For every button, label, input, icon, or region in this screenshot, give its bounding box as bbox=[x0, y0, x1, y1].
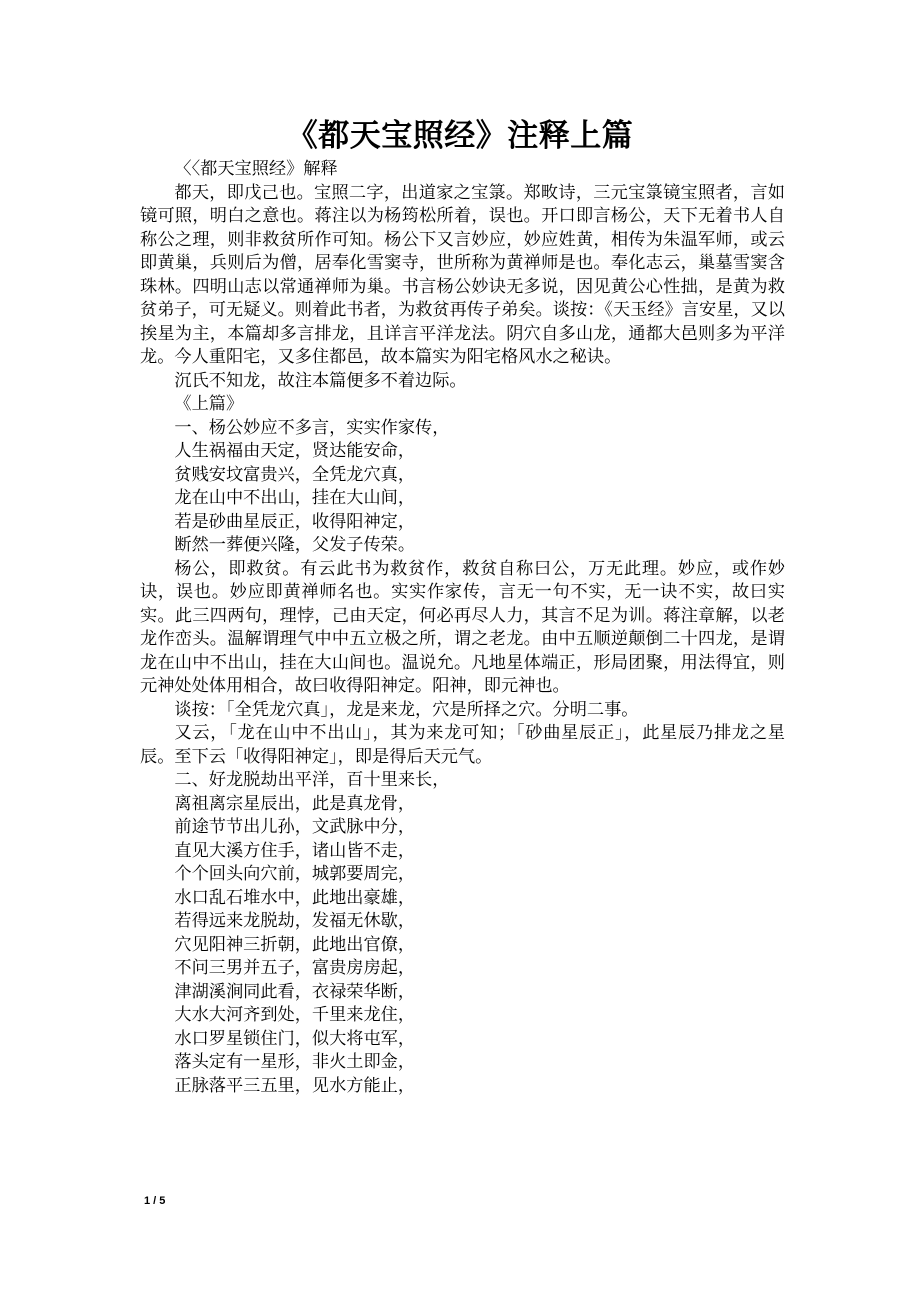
section-heading: 《上篇》 bbox=[174, 394, 244, 414]
verse-line: 落头定有一星形，非火土即金， bbox=[174, 1052, 416, 1072]
verse-line: 水口乱石堆水中，此地出豪雄， bbox=[174, 887, 416, 908]
verse-line: 前途节节出儿孙，文武脉中分， bbox=[174, 817, 416, 837]
verse-line: 龙在山中不出山，挂在大山间， bbox=[174, 488, 416, 508]
paragraph: 谈按：「全凭龙穴真」，龙是来龙，穴是所择之穴。分明二事。 bbox=[174, 699, 639, 720]
paragraph: 沉氏不知龙，故注本篇便多不着边际。 bbox=[174, 370, 467, 391]
verse-line: 水口罗星锁住门，似大将屯军， bbox=[174, 1028, 416, 1049]
verse-line: 正脉落平三五里，见水方能止， bbox=[174, 1075, 416, 1096]
paragraph: 都天，即戊己也。宝照二字，出道家之宝箓。郑畋诗，三元宝箓镜宝照者，言如镜可照，明白之意也。蒋注以为杨筠松所着，误也。开口即言杨公，天下无着书人自称公之理，则非救贫所作可知。杨公下又言妙应，妙应姓黄，相传为朱温军师，或云即黄巢，兵则后为僧，居奉化雪窦寺，世所称为黄禅师是也。奉化志云，巢墓雪窦含珠林。四明山志以常通禅师为巢。书言杨公妙诀无多说，因见黄公心性拙，是黄为救贫弟子，可无疑义。则着此书者，为救贫再传子弟矣。谈按：《天玉经》言安星，又以挨星为主，本篇却多言排龙，且详言平洋龙法。阴穴自多山龙，通都大邑则多为平洋龙。今人重阳宅，又多住都邑，故本篇实为阳宅格风水之秘诀。 bbox=[140, 182, 785, 367]
verse-line: 贫贱安坟富贵兴，全凭龙穴真， bbox=[174, 464, 416, 485]
verse-line: 一、杨公妙应不多言，实实作家传， bbox=[174, 417, 450, 438]
verse-line: 津湖溪涧同此看，衣禄荣华断， bbox=[174, 981, 416, 1002]
verse-line: 若是砂曲星辰正，收得阳神定， bbox=[174, 511, 416, 532]
verse-line: 穴见阳神三折朝，此地出官僚， bbox=[174, 934, 416, 955]
verse-line: 断然一葬便兴隆，父发子传荣。 bbox=[174, 535, 416, 555]
verse-line: 二、好龙脱劫出平洋，百十里来长， bbox=[174, 770, 450, 790]
verse-line: 人生祸福由天定，贤达能安命， bbox=[174, 441, 416, 461]
verse-line: 不问三男并五子，富贵房房起， bbox=[174, 958, 416, 978]
page-number: 1 / 5 bbox=[144, 1195, 166, 1207]
page-title: 《都天宝照经》注释上篇 bbox=[286, 118, 634, 154]
paragraph: 〈〈都天宝照经》解释 bbox=[174, 159, 338, 179]
verse-line: 离祖离宗星辰出，此是真龙骨， bbox=[174, 793, 416, 814]
document-body bbox=[140, 158, 785, 1098]
paragraph: 又云，「龙在山中不出山」，其为来龙可知；「砂曲星辰正」，此星辰乃排龙之星辰。至下云「收得阳神定」，即是得后天元气。 bbox=[140, 723, 785, 767]
verse-line: 直见大溪方住手，诸山皆不走， bbox=[174, 840, 416, 861]
verse-line: 个个回头向穴前，城郭要周完， bbox=[174, 864, 416, 884]
paragraph: 杨公，即救贫。有云此书为救贫作，救贫自称曰公，万无此理。妙应，或作妙诀，误也。妙应即黄禅师名也。实实作家传，言无一句不实，无一诀不实，故曰实实。此三四两句，理悖，己由天定，何必再尽人力，其言不足为训。蒋注章解，以老龙作峦头。温解谓理气中中五立极之所，谓之老龙。由中五顺逆颠倒二十四龙，是谓龙在山中不出山，挂在大山间也。温说允。凡地星体端正，形局团聚，用法得宜，则元神处处体用相合，故曰收得阳神定。阳神，即元神也。 bbox=[140, 558, 785, 696]
verse-line: 大水大河齐到处，千里来龙住， bbox=[174, 1005, 416, 1025]
verse-line: 若得远来龙脱劫，发福无休歇， bbox=[174, 911, 416, 931]
